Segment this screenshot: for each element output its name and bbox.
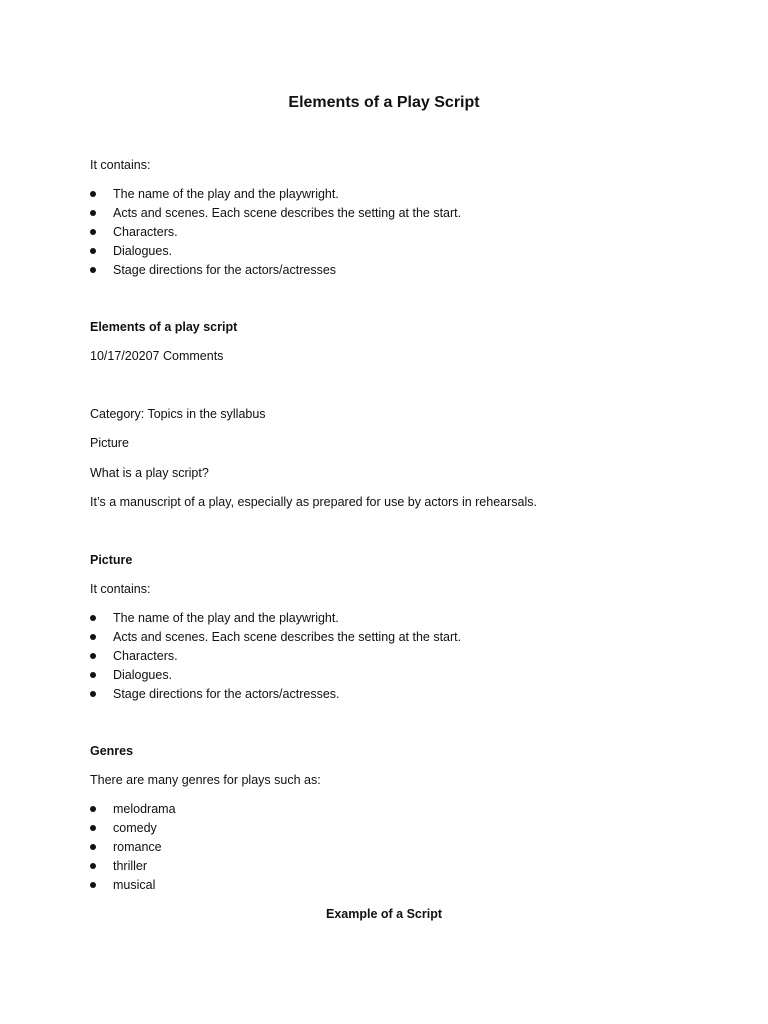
- list-item: Stage directions for the actors/actresses: [90, 262, 461, 281]
- list-item: Dialogues.: [90, 243, 461, 262]
- section1-intro: It contains:: [90, 158, 151, 172]
- section1-bullet-list: [90, 186, 461, 281]
- bullet-icon: [90, 634, 96, 640]
- bullet-icon: [90, 672, 96, 678]
- document-title: Elements of a Play Script: [288, 94, 480, 111]
- example-heading: Example of a Script: [325, 907, 442, 921]
- list-item: musical: [90, 877, 176, 896]
- bullet-icon: [90, 229, 96, 235]
- bullet-icon: [90, 267, 96, 273]
- list-item: Acts and scenes. Each scene describes the setting at the start.: [90, 205, 461, 224]
- answer-text: It’s a manuscript of a play, especially as prepared for use by actors in rehearsals.: [90, 495, 537, 509]
- list-item: The name of the play and the playwright.: [90, 186, 461, 205]
- list-item: romance: [90, 839, 176, 858]
- list-item: The name of the play and the playwright.: [90, 610, 461, 629]
- bullet-icon: [90, 863, 96, 869]
- category-label: Category: Topics in the syllabus: [90, 407, 266, 421]
- section2-heading: Elements of a play script: [90, 320, 238, 334]
- bullet-icon: [90, 248, 96, 254]
- bullet-icon: [90, 210, 96, 216]
- genres-bullet-list: [90, 801, 176, 896]
- list-item: Characters.: [90, 224, 461, 243]
- list-item: Stage directions for the actors/actresses.: [90, 686, 461, 705]
- bullet-icon: [90, 653, 96, 659]
- list-item: Characters.: [90, 648, 461, 667]
- picture-label: Picture: [90, 436, 129, 450]
- bullet-icon: [90, 882, 96, 888]
- bullet-icon: [90, 691, 96, 697]
- section3-heading: Picture: [90, 553, 133, 567]
- list-item: melodrama: [90, 801, 176, 820]
- section3-bullet-list: [90, 610, 461, 705]
- question-text: What is a play script?: [90, 466, 209, 480]
- list-item: comedy: [90, 820, 176, 839]
- bullet-icon: [90, 844, 96, 850]
- bullet-icon: [90, 191, 96, 197]
- bullet-icon: [90, 825, 96, 831]
- list-item: Dialogues.: [90, 667, 461, 686]
- section3-intro: It contains:: [90, 582, 151, 596]
- bullet-icon: [90, 615, 96, 621]
- section4-intro: There are many genres for plays such as:: [90, 773, 321, 787]
- bullet-icon: [90, 806, 96, 812]
- list-item: thriller: [90, 858, 176, 877]
- section4-heading: Genres: [90, 744, 134, 758]
- list-item: Acts and scenes. Each scene describes the setting at the start.: [90, 629, 461, 648]
- date-comments: 10/17/20207 Comments: [90, 349, 224, 363]
